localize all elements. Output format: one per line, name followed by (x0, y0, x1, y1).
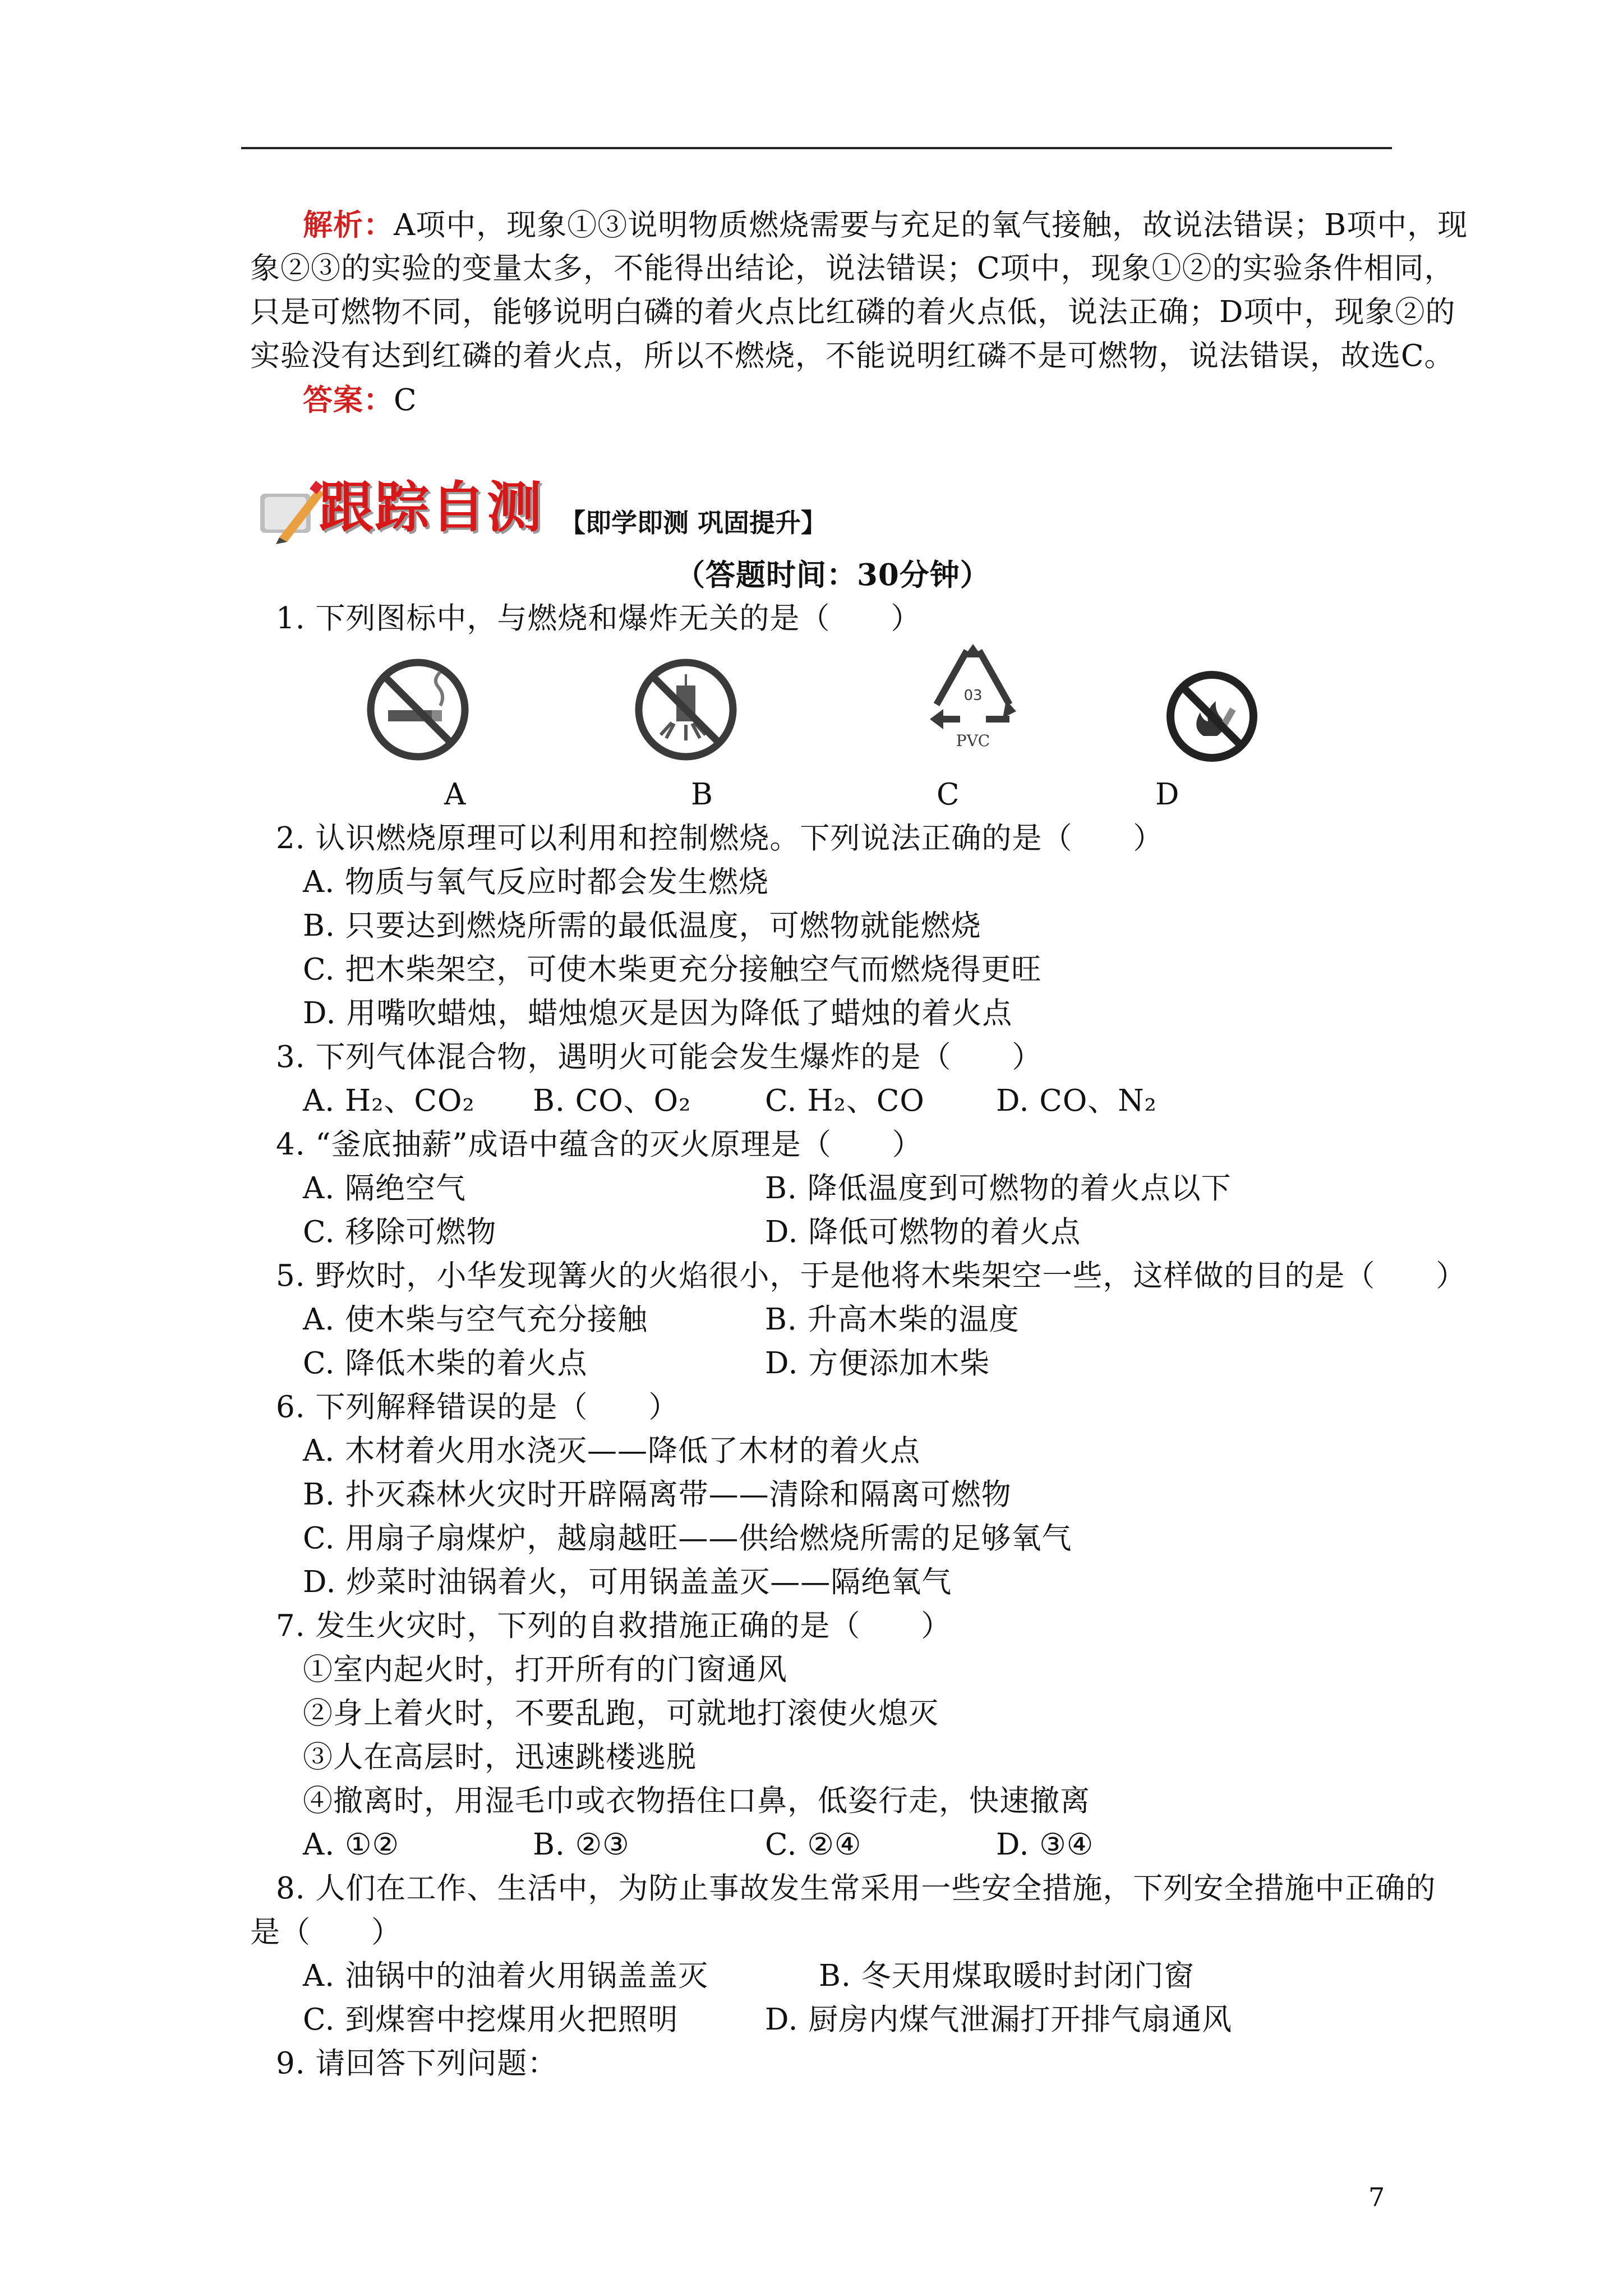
analysis-line-2: 象②③的实验的变量太多，不能得出结论，说法错误；C项中，现象①②的实验条件相同， (250, 251, 1455, 286)
q3-option-b: B. CO、O₂ (533, 1084, 691, 1118)
q2-option-d: D. 用嘴吹蜡烛，蜡烛熄灭是因为降低了蜡烛的着火点 (303, 996, 1013, 1030)
no-smoking-icon (365, 656, 471, 763)
header-rule (241, 147, 1392, 149)
q1-letter-a: A (444, 777, 467, 812)
recycle-pvc-icon (920, 639, 1026, 763)
q5-option-b: B. 升高木柴的温度 (765, 1303, 1020, 1337)
banner-subtitle: 【即学即测 巩固提升】 (560, 508, 827, 538)
q3-option-c: C. H₂、CO (765, 1084, 925, 1118)
q2-option-b: B. 只要达到燃烧所需的最低温度，可燃物就能燃烧 (303, 909, 981, 943)
q4-option-c: C. 移除可燃物 (303, 1215, 497, 1249)
q7-stem: 7. 发生火灾时，下列的自救措施正确的是（ ） (276, 1609, 952, 1643)
q4-stem: 4. “釜底抽薪”成语中蕴含的灭火原理是（ ） (276, 1128, 923, 1162)
q1-letter-b: B (691, 777, 713, 812)
q6-option-a: A. 木材着火用水浇灭——降低了木材的着火点 (303, 1434, 920, 1468)
q6-option-d: D. 炒菜时油锅着火，可用锅盖盖灭——隔绝氧气 (303, 1565, 952, 1599)
q8-stem-line-2: 是（ ） (250, 1915, 402, 1949)
no-open-flame-icon (1164, 669, 1260, 764)
q7-statement-4: ④撤离时，用湿毛巾或衣物捂住口鼻，低姿行走，快速撤离 (303, 1784, 1090, 1818)
q7-statement-1: ①室内起火时，打开所有的门窗通风 (303, 1653, 787, 1687)
banner-title: 跟踪自测 (319, 476, 543, 540)
q7-option-b: B. ②③ (533, 1828, 630, 1862)
q5-option-a: A. 使木柴与空气充分接触 (303, 1303, 648, 1337)
q4-option-b: B. 降低温度到可燃物的着火点以下 (765, 1171, 1232, 1205)
analysis-line-1: 解析：A项中，现象①③说明物质燃烧需要与充足的氧气接触，故说法错误；B项中，现 (303, 208, 1468, 242)
q6-option-c: C. 用扇子扇煤炉，越扇越旺——供给燃烧所需的足够氧气 (303, 1521, 1072, 1556)
answer-label: 答案： (303, 383, 394, 417)
q7-statement-2: ②身上着火时，不要乱跑，可就地打滚使火熄灭 (303, 1696, 939, 1731)
q2-option-c: C. 把木柴架空，可使木柴更充分接触空气而燃烧得更旺 (303, 953, 1042, 987)
no-fireworks-icon (633, 656, 739, 763)
q6-stem: 6. 下列解释错误的是（ ） (276, 1390, 679, 1424)
q1-stem: 1. 下列图标中，与燃烧和爆炸无关的是（ ） (276, 601, 921, 636)
answer-line (303, 378, 417, 422)
q3-option-a: A. H₂、CO₂ (303, 1084, 475, 1118)
q8-option-d: D. 厨房内煤气泄漏打开排气扇通风 (765, 2003, 1233, 2037)
q4-option-a: A. 隔绝空气 (303, 1171, 466, 1205)
analysis-label: 解析： (303, 208, 394, 242)
section-banner (257, 471, 863, 546)
answer-value: C (394, 383, 417, 417)
q8-option-c: C. 到煤窖中挖煤用火把照明 (303, 2003, 679, 2037)
q7-option-d: D. ③④ (996, 1828, 1094, 1862)
recycle-code: 03 (963, 687, 983, 704)
q2-stem: 2. 认识燃烧原理可以利用和控制燃烧。下列说法正确的是（ ） (276, 821, 1164, 855)
q7-statement-3: ③人在高层时，迅速跳楼逃脱 (303, 1740, 697, 1774)
q8-option-a: A. 油锅中的油着火用锅盖盖灭 (303, 1959, 708, 1993)
analysis-line-3: 只是可燃物不同，能够说明白磷的着火点比红磷的着火点低，说法正确；D项中，现象②的 (250, 295, 1456, 329)
analysis-line-4: 实验没有达到红磷的着火点，所以不燃烧，不能说明红磷不是可燃物，说法错误，故选C。 (250, 339, 1455, 373)
q5-stem: 5. 野炊时，小华发现篝火的火焰很小，于是他将木柴架空一些，这样做的目的是（ ） (276, 1259, 1467, 1293)
q7-option-c: C. ②④ (765, 1828, 862, 1862)
q3-stem: 3. 下列气体混合物，遇明火可能会发生爆炸的是（ ） (276, 1040, 1043, 1074)
q4-option-d: D. 降低可燃物的着火点 (765, 1215, 1081, 1249)
q8-stem-line-1: 8. 人们在工作、生活中，为防止事故发生常采用一些安全措施，下列安全措施中正确的 (276, 1871, 1436, 1906)
time-note: （答题时间：30分钟） (675, 558, 990, 592)
q1-letter-c: C (937, 777, 960, 812)
q6-option-b: B. 扑灭森林火灾时开辟隔离带——清除和隔离可燃物 (303, 1478, 1012, 1512)
q7-option-a: A. ①② (303, 1828, 399, 1862)
q5-option-d: D. 方便添加木柴 (765, 1346, 990, 1381)
q5-option-c: C. 降低木柴的着火点 (303, 1346, 588, 1381)
q3-option-d: D. CO、N₂ (996, 1084, 1157, 1118)
q9-stem: 9. 请回答下列问题： (276, 2046, 558, 2081)
q1-letter-d: D (1155, 777, 1180, 812)
q8-option-b: B. 冬天用煤取暖时封闭门窗 (819, 1959, 1195, 1993)
page-number: 7 (1368, 2182, 1385, 2212)
recycle-text: PVC (956, 731, 990, 750)
q2-option-a: A. 物质与氧气反应时都会发生燃烧 (303, 865, 769, 899)
